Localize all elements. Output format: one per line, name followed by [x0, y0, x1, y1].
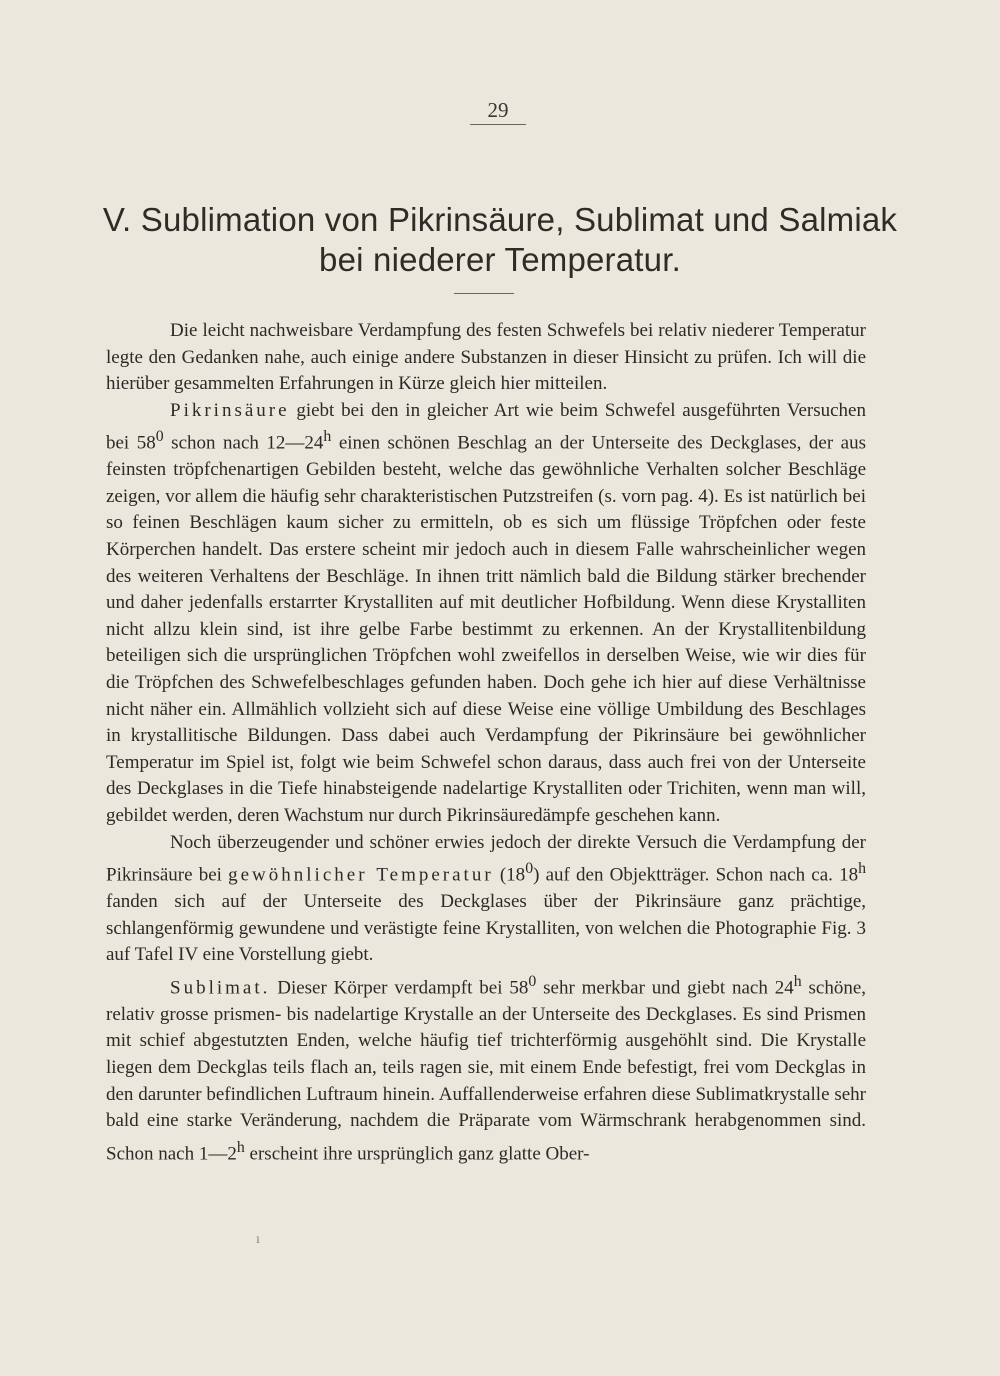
text-segment: sehr merkbar und giebt nach 24 — [536, 977, 794, 999]
text-segment: ) auf den Objektträger. Schon nach ca. 18 — [533, 864, 859, 886]
page-number: 29 — [487, 98, 509, 122]
degree-superscript: 0 — [155, 428, 164, 446]
term-pikrinsaeure: Pikrinsäure — [170, 399, 290, 421]
heading-line-1: V. Sublimation von Pikrinsäure, Sublimat und Salmiak — [102, 201, 898, 238]
hour-superscript: h — [793, 972, 802, 990]
degree-superscript: 0 — [525, 860, 534, 878]
page-number-rule — [470, 124, 526, 125]
text-segment: erscheint ihre ursprünglich ganz glatte Ober- — [244, 1143, 590, 1165]
text-segment: Dieser Körper verdampft bei 58 — [270, 977, 529, 999]
hour-superscript: h — [323, 428, 332, 446]
term-sublimat: Sublimat. — [170, 977, 271, 999]
hour-superscript: h — [236, 1138, 245, 1156]
text-segment: schon nach 12—24 — [163, 432, 324, 454]
text-segment: Noch überzeugender und schöner erwies jedoch der direkte Versuch die Verdampfung der Pikrinsäure bei — [106, 831, 866, 886]
stray-ink-mark: ı — [256, 1232, 260, 1247]
degree-superscript: 0 — [528, 972, 537, 990]
text-segment: giebt bei den in gleicher Art wie beim Schwefel ausgeführten Versuchen bei 58 — [106, 399, 866, 454]
heading-line-2: bei niederer Temperatur. — [319, 241, 681, 278]
heading-rule — [454, 293, 514, 294]
hour-superscript: h — [858, 860, 867, 878]
section-heading — [100, 200, 900, 280]
paragraph-pikrinsaeure — [106, 398, 866, 830]
body-text — [106, 318, 866, 1168]
paragraph-intro: Die leicht nachweisbare Verdampfung des festen Schwefels bei relativ niederer Temperatur legte den Gedanken nahe, auch einige andere Substanzen in dieser Hinsicht zu prüfen. Ich will die hierüber gesammelten Erfahrungen in Kürze gleich hier mitteilen. — [106, 320, 866, 395]
text-segment: fanden sich auf der Unterseite des Deckglases über der Pikrinsäure ganz prächtige, schlangenförmig gewundene und verästigte feine Krystalliten, von welchen die Photographie Fig. 3 auf Tafel IV eine Vorstellung giebt. — [106, 891, 866, 966]
paragraph-direct-experiment — [106, 830, 866, 969]
text-segment: (18 — [493, 864, 526, 886]
paragraph-sublimat — [106, 969, 866, 1168]
text-segment: schöne, relativ grosse prismen- bis nadelartige Krystalle an der Unterseite des Deckglases. Es sind Prismen mit schief abgestutzten Enden, welche häufig tief trichterförmig ausgehöhlt sind. Die Krystalle liegen dem Deckglas teils flach an, teils ragen sie, mit einem Ende befestigt, frei vom Deckglas in den darunter befindlichen Luftraum hinein. Auffallenderweise erfahren diese Sublimatkrystalle sehr bald eine starke Veränderung, nachdem die Präparate vom Wärmschrank herabgenommen sind. Schon nach 1—2 — [106, 977, 867, 1165]
text-segment: einen schönen Beschlag an der Unterseite des Deckglases, der aus feinsten tröpfchenartigen Gebilden besteht, welche das gewöhnliche Verhalten solcher Beschläge zeigen, vor allem die häufig sehr charakteristischen Putzstreifen (s. vorn pag. 4). Es ist natürlich bei so feinen Beschlägen kaum sicher zu ermitteln, ob es sich um flüssige Tröpfchen oder feste Körperchen handelt. Das erstere scheint mir jedoch auch in diesem Falle wahrscheinlicher wegen des weiteren Verhaltens der Beschläge. In ihnen tritt nämlich bald die Bildung stärker brechender und daher jedenfalls erstarrter Krystalliten auf mit deutlicher Hofbildung. Wenn diese Krystalliten nicht allzu klein sind, ist ihre gelbe Farbe bestimmt zu erkennen. An der Krystallitenbildung beteiligen sich die ursprünglichen Tröpfchen wohl zweifellos in derselben Weise, wie wir dies für die Tröpfchen des Schwefelbeschlages gefunden haben. Doch gehe ich hier auf diese Verhältnisse nicht näher ein. Allmählich vollzieht sich auf diese Weise eine völlige Umbildung des Beschlages in krystallitische Bildungen. Dass dabei auch Verdampfung der Pikrinsäure bei gewöhnlicher Temperatur im Spiel ist, folgt wie beim Schwefel schon daraus, dass auch frei von der Unterseite des Deckglases in die Tiefe hinabsteigende nadelartige Krystalliten oder Trichiten, wenn man will, gebildet werden, deren Wachstum nur durch Pikrinsäuredämpfe geschehen kann. — [106, 432, 866, 827]
term-gewoehnlicher-temperatur: gewöhnlicher Temperatur — [228, 864, 494, 886]
